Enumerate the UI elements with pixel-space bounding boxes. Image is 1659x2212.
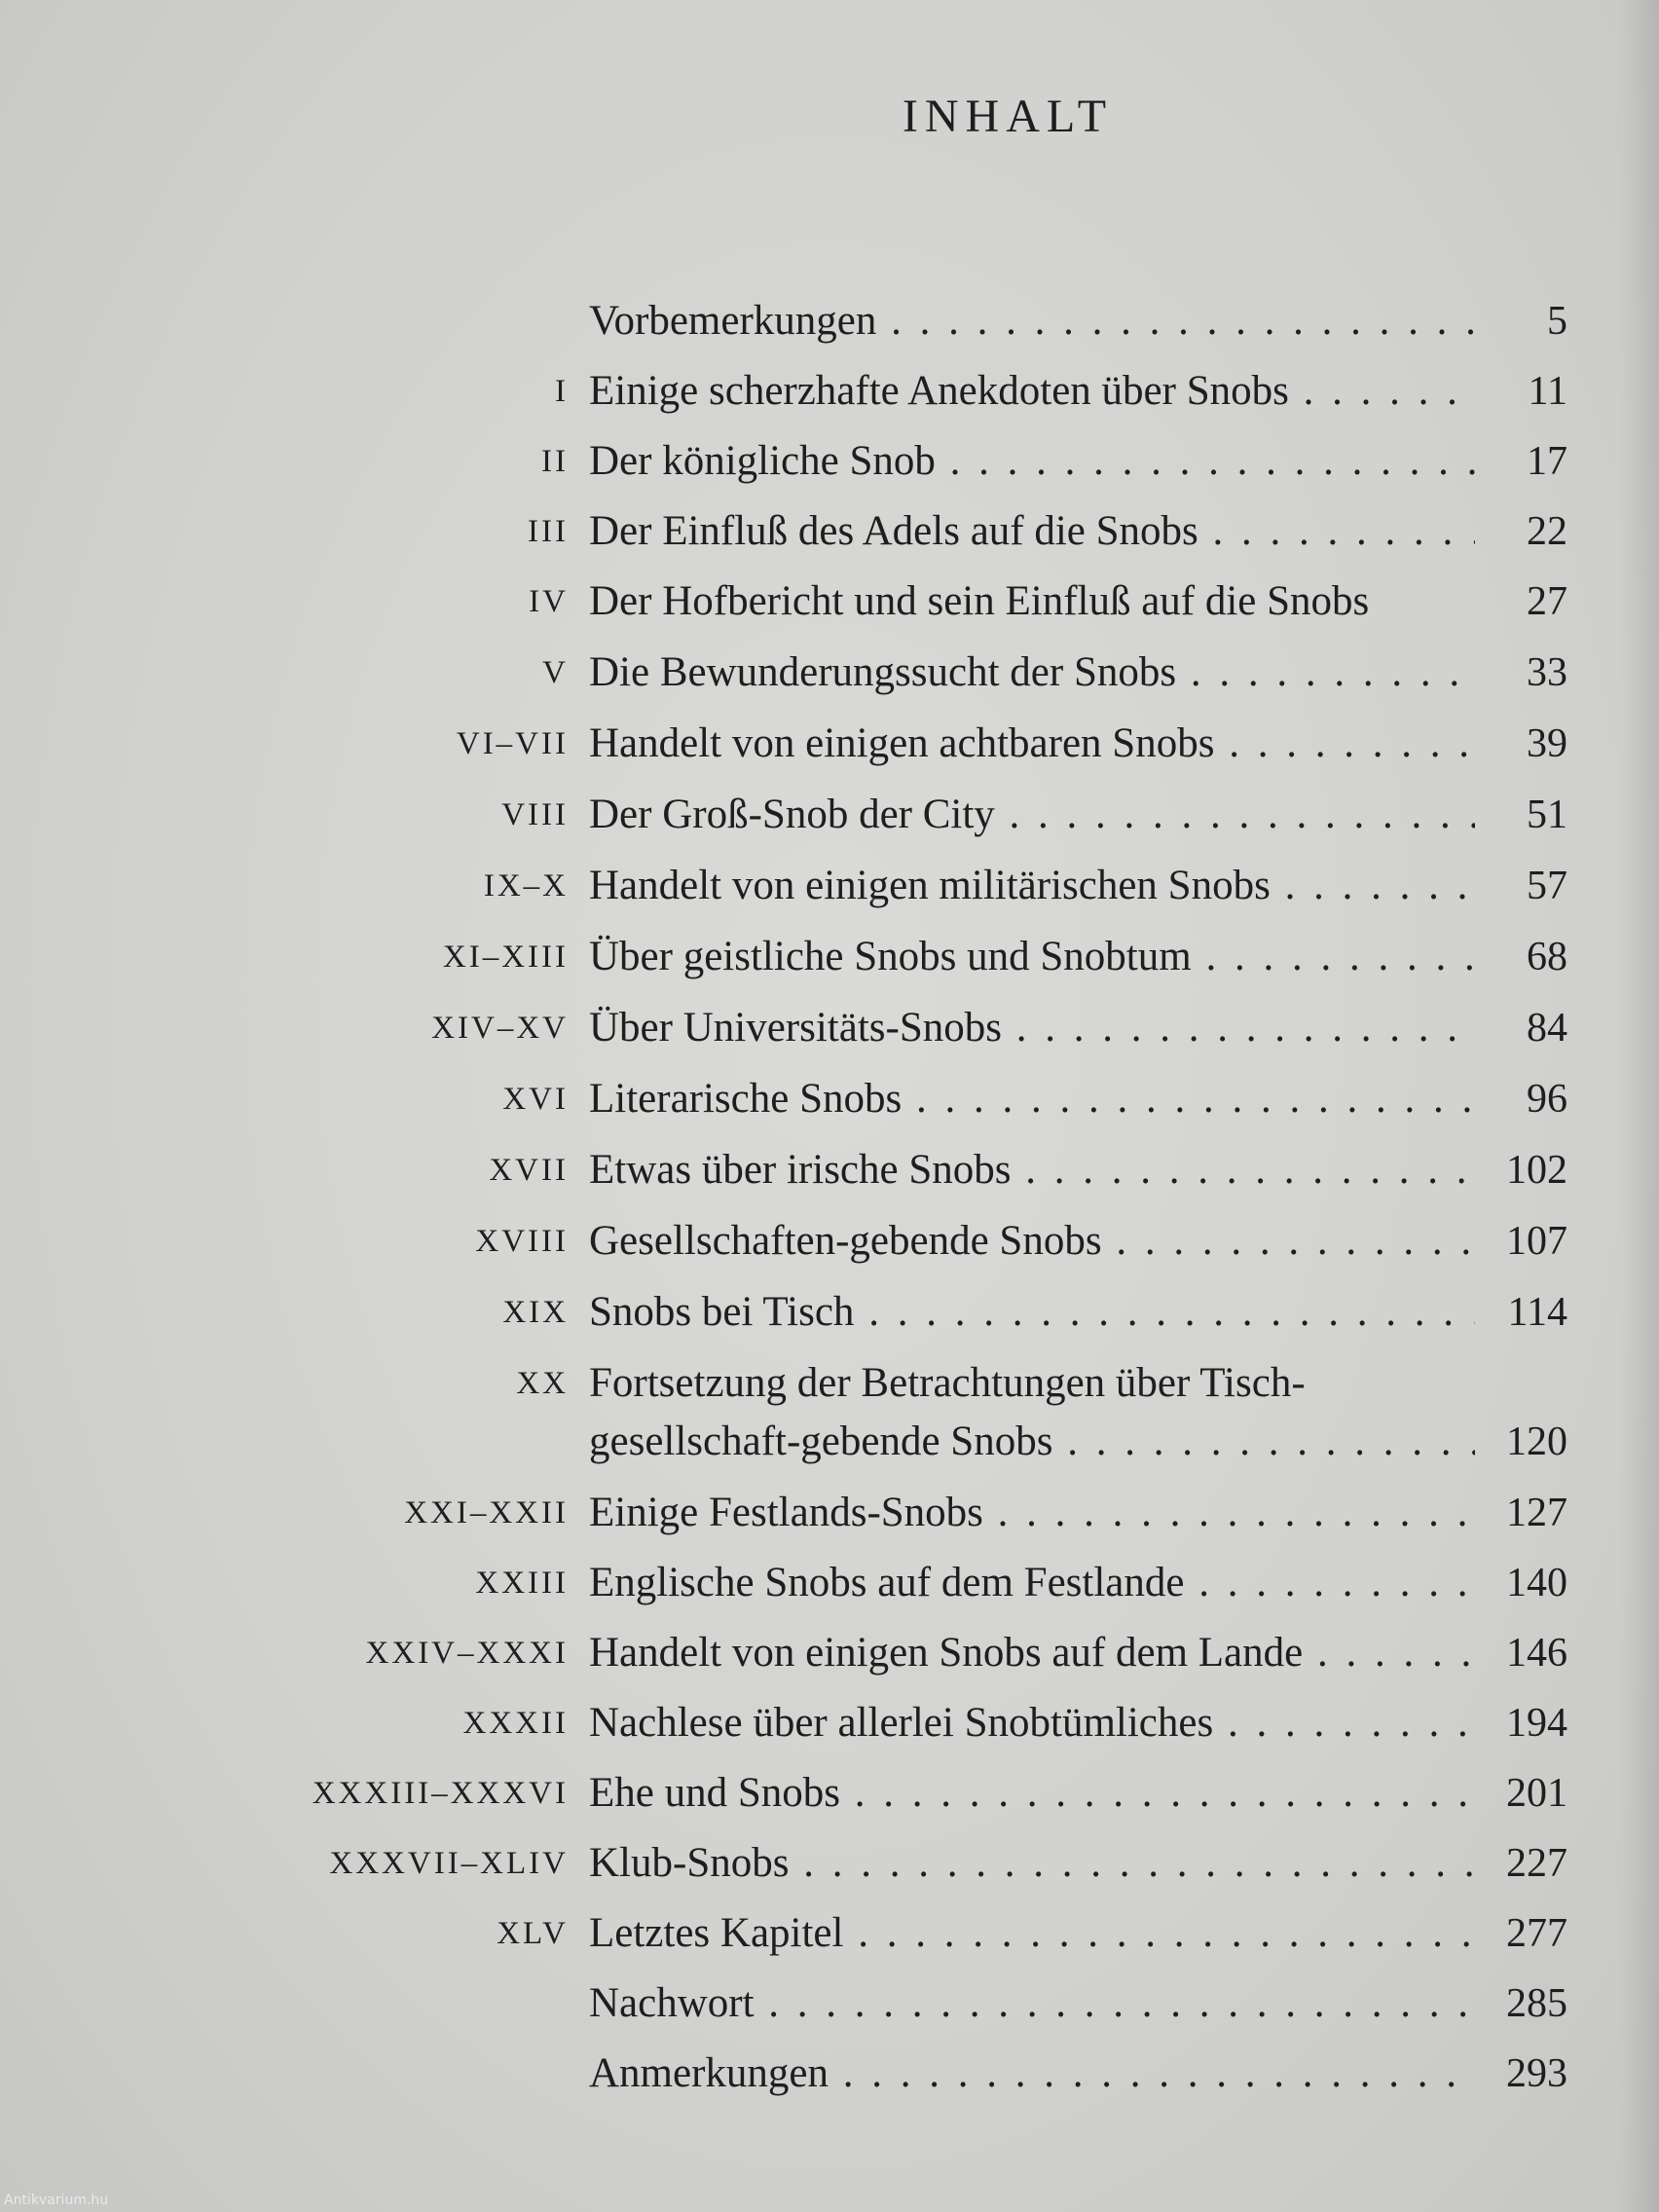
page-number: 68 (1527, 935, 1567, 979)
chapter-number: I (555, 374, 569, 409)
chapter-number: XXXIII–XXXVI (312, 1776, 569, 1811)
chapter-title: Über Universitäts-Snobs . . . (589, 999, 1475, 1057)
chapter-title: Nachlese über allerlei Snobtümliches . . . (589, 1694, 1475, 1752)
chapter-title: Etwas über irische Snobs . . . (589, 1141, 1475, 1199)
chapter-number: XXXVII–XLIV (329, 1846, 569, 1881)
chapter-title: Einige scherzhafte Anekdoten über Snobs . . . (589, 362, 1475, 421)
toc-entry (0, 1283, 1659, 1342)
page-number: 120 (1506, 1419, 1567, 1464)
chapter-title: Der Einfluß des Adels auf die Snobs . . . (589, 502, 1475, 561)
page-title: INHALT (902, 91, 1114, 142)
chapter-title: Klub-Snobs . . . (589, 1834, 1475, 1893)
toc-entry (0, 1212, 1659, 1271)
toc-entry (0, 572, 1659, 631)
chapter-title: Der Groß-Snob der City . . . (589, 786, 1475, 844)
chapter-title: Handelt von einigen militärischen Snobs . . . (589, 857, 1475, 915)
chapter-title: Fortsetzung der Betrachtungen über Tisch- (589, 1360, 1306, 1406)
chapter-number: XX (516, 1366, 569, 1401)
toc-entry (0, 502, 1659, 561)
chapter-number: XIV–XV (431, 1011, 569, 1046)
chapter-number: III (528, 514, 569, 549)
page-number: 96 (1527, 1077, 1567, 1122)
toc-entry (0, 644, 1659, 702)
page-number: 33 (1527, 650, 1567, 695)
chapter-title: Snobs bei Tisch . . . (589, 1283, 1475, 1342)
chapter-number: VIII (501, 797, 569, 832)
page-number: 51 (1527, 793, 1567, 837)
chapter-number: XVIII (475, 1224, 569, 1259)
page-number: 194 (1506, 1701, 1567, 1746)
toc-entry (0, 715, 1659, 773)
chapter-number: XVI (502, 1082, 569, 1117)
toc-entry (0, 1974, 1659, 2033)
page-number: 277 (1506, 1911, 1567, 1956)
page-number: 102 (1506, 1148, 1567, 1193)
chapter-title: Nachwort . . . (589, 1974, 1475, 2033)
page-number: 5 (1547, 299, 1567, 344)
toc-entry (0, 1070, 1659, 1128)
chapter-number: V (542, 655, 569, 690)
watermark-text: Antikvarium.hu (4, 2193, 109, 2208)
toc-entry (0, 432, 1659, 491)
toc-entry (0, 1834, 1659, 1893)
toc-entry (0, 857, 1659, 915)
toc-entry (0, 1354, 1659, 1471)
chapter-number: IV (529, 584, 569, 619)
chapter-title-continued: gesellschaft-gebende Snobs . . . (589, 1413, 1475, 1471)
toc-entry (0, 1554, 1659, 1612)
page-number: 140 (1506, 1561, 1567, 1605)
page-number: 17 (1527, 439, 1567, 484)
chapter-number: XLV (497, 1916, 569, 1951)
page-number: 293 (1506, 2051, 1567, 2096)
chapter-title: Über geistliche Snobs und Snobtum . . . (589, 928, 1475, 986)
chapter-number: XXIII (475, 1566, 569, 1601)
page-number: 201 (1506, 1771, 1567, 1816)
chapter-title: Der königliche Snob . . . (589, 432, 1475, 491)
page-number: 107 (1506, 1219, 1567, 1264)
chapter-title: Gesellschaften-gebende Snobs . . . (589, 1212, 1475, 1271)
toc-entry (0, 928, 1659, 986)
chapter-number: XVII (489, 1153, 569, 1188)
toc-entry (0, 1141, 1659, 1199)
toc-entry (0, 1764, 1659, 1823)
chapter-number: VI–VII (456, 726, 569, 761)
page-number: 27 (1527, 579, 1567, 624)
chapter-number: XXIV–XXXI (365, 1636, 569, 1671)
chapter-title: Einige Festlands-Snobs . . . (589, 1484, 1475, 1542)
page-number: 114 (1507, 1290, 1567, 1335)
chapter-title: Anmerkungen . . . (589, 2045, 1475, 2103)
chapter-number: XIX (502, 1295, 569, 1330)
chapter-number: XXXII (462, 1706, 569, 1741)
page-number: 11 (1528, 369, 1567, 414)
toc-entry (0, 1484, 1659, 1542)
page-number: 285 (1506, 1981, 1567, 2026)
page-number: 39 (1527, 721, 1567, 766)
chapter-title: Handelt von einigen Snobs auf dem Lande . . . (589, 1624, 1475, 1682)
page-number: 57 (1527, 864, 1567, 908)
page-number: 22 (1527, 509, 1567, 554)
chapter-number: II (541, 444, 569, 479)
toc-entry (0, 2045, 1659, 2103)
toc-entry (0, 1904, 1659, 1963)
page-number: 84 (1527, 1006, 1567, 1051)
chapter-title: Letztes Kapitel . . . (589, 1904, 1475, 1963)
toc-entry (0, 292, 1659, 350)
chapter-number: XI–XIII (442, 940, 569, 975)
chapter-title: Handelt von einigen achtbaren Snobs . . . (589, 715, 1475, 773)
chapter-title: Literarische Snobs . . . (589, 1070, 1475, 1128)
chapter-title: Vorbemerkungen . . . (589, 292, 1475, 350)
toc-entry (0, 1694, 1659, 1752)
chapter-title: Die Bewunderungssucht der Snobs . . . (589, 644, 1475, 702)
page-number: 127 (1506, 1491, 1567, 1535)
chapter-title: Der Hofbericht und sein Einfluß auf die Snobs (589, 578, 1370, 624)
chapter-title: Englische Snobs auf dem Festlande . . . (589, 1554, 1475, 1612)
page-number: 227 (1506, 1841, 1567, 1886)
chapter-number: XXI–XXII (404, 1495, 569, 1530)
toc-entry (0, 999, 1659, 1057)
chapter-number: IX–X (483, 868, 569, 903)
page-number: 146 (1506, 1631, 1567, 1676)
toc-entry (0, 786, 1659, 844)
toc-entry (0, 362, 1659, 421)
chapter-title: Ehe und Snobs . . . (589, 1764, 1475, 1823)
toc-entry (0, 1624, 1659, 1682)
